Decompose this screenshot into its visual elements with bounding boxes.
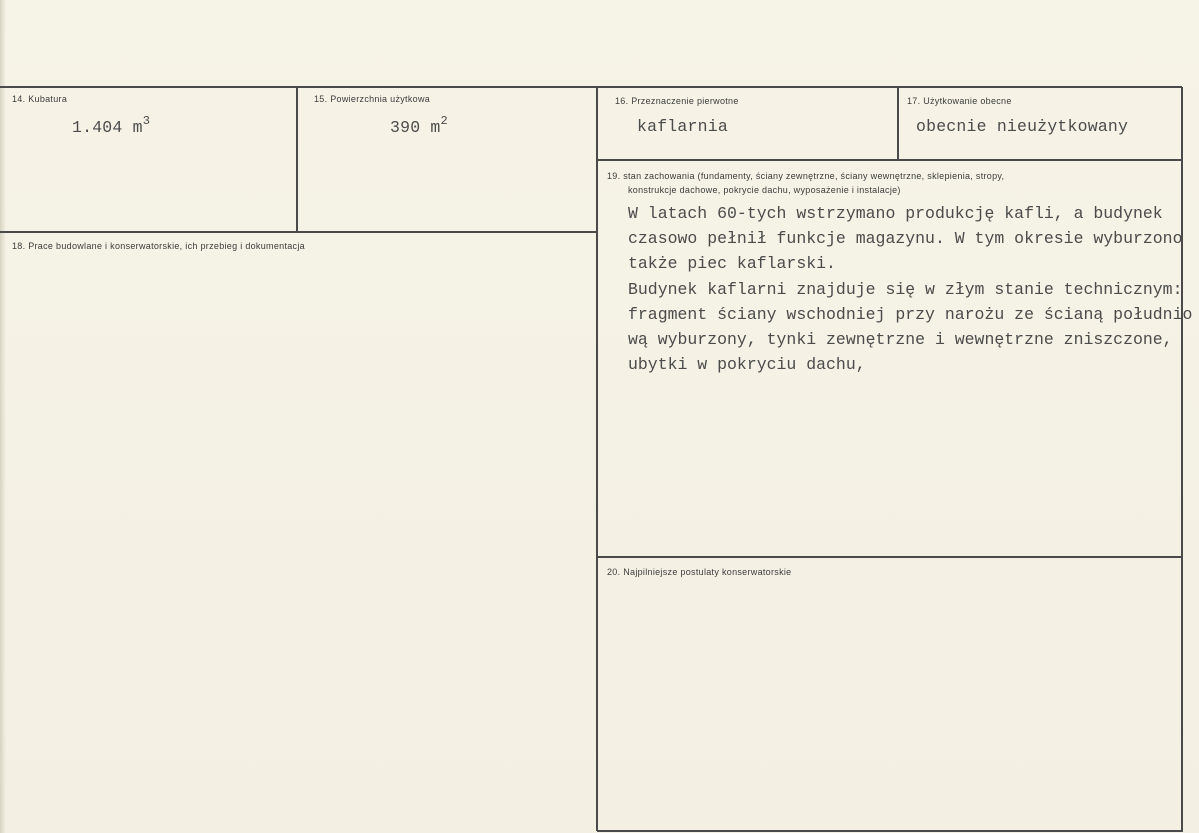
rule-under-16-17 <box>597 159 1182 161</box>
condition-line: czasowo pełnił funkcje magazynu. W tym okresie wyburzono <box>628 229 1183 248</box>
condition-line: W latach 60-tych wstrzymano produkcję kafli, a budynek <box>628 204 1163 223</box>
field-20-label: 20. Najpilniejsze postulaty konserwatorskie <box>607 567 792 577</box>
condition-line: fragment ściany wschodniej przy narożu ze ścianą południo <box>628 305 1193 324</box>
field-19-label-line2: konstrukcje dachowe, pokrycie dachu, wyposażenie i instalacje) <box>628 185 901 195</box>
right-border <box>1181 87 1183 831</box>
condition-line: wą wyburzony, tynki zewnętrzne i wewnętrzne zniszczone, <box>628 330 1173 349</box>
divider-16-17 <box>897 87 899 160</box>
field-15-label: 15. Powierzchnia użytkowa <box>314 94 431 104</box>
field-14-value <box>72 114 150 137</box>
field-18-label: 18. Prace budowlane i konserwatorskie, ich przebieg i dokumentacja <box>12 241 305 251</box>
field-15-value <box>390 114 448 137</box>
field-17-value: obecnie nieużytkowany <box>916 117 1129 136</box>
top-rule <box>0 86 1182 88</box>
card-edge <box>0 0 6 833</box>
divider-15-16 <box>596 87 598 831</box>
field-16-label: 16. Przeznaczenie pierwotne <box>615 96 739 106</box>
field-17-label: 17. Użytkowanie obecne <box>907 96 1012 106</box>
volume-text: 1.404 m <box>72 118 143 137</box>
field-16-value: kaflarnia <box>637 117 728 136</box>
bottom-rule <box>597 830 1183 832</box>
condition-line: Budynek kaflarni znajduje się w złym stanie technicznym: <box>628 280 1183 299</box>
condition-line: także piec kaflarski. <box>628 254 836 273</box>
rule-under-14-15 <box>0 231 597 233</box>
volume-unit-exponent: 3 <box>142 114 151 128</box>
area-unit-exponent: 2 <box>440 114 448 128</box>
rule-above-20 <box>597 556 1182 558</box>
condition-line: ubytki w pokryciu dachu, <box>628 355 866 374</box>
field-19-label-line1: 19. stan zachowania (fundamenty, ściany zewnętrzne, ściany wewnętrzne, sklepienia, stropy, <box>607 171 1005 181</box>
area-text: 390 m <box>390 118 441 137</box>
divider-14-15 <box>296 87 298 233</box>
field-14-label: 14. Kubatura <box>12 94 68 104</box>
